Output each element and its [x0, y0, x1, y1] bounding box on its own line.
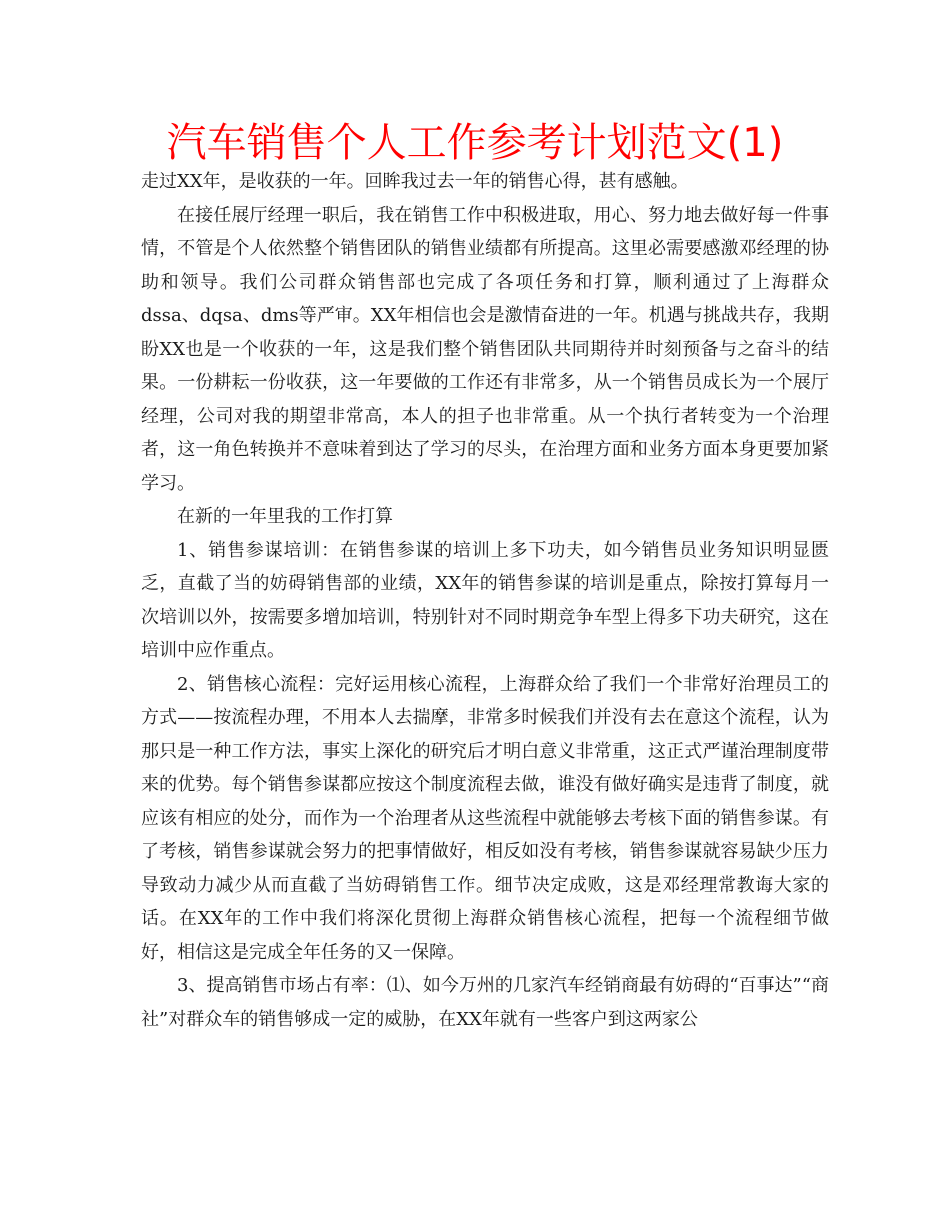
- paragraph-plan-heading: 在新的一年里我的工作打算: [177, 506, 393, 527]
- paragraph-item-training: 1、销售参谋培训：在销售参谋的培训上多下功夫，如今销售员业务知识明显匮乏，直截了当的妨碍销售部的业绩，XX年的销售参谋的培训是重点，除按打算每月一次培训以外，按需要多增加培训，特别针对不同时期竞争车型上得多下功夫研究，这在培训中应作重点。: [141, 539, 829, 661]
- paragraph-item-market-share: 3、提高销售市场占有率：⑴、如今万州的几家汽车经销商最有妨碍的“百事达”“商社”对群众车的销售够成一定的威胁，在XX年就有一些客户到这两家公: [141, 975, 829, 1030]
- paragraph-intro: 走过XX年，是收获的一年。回眸我过去一年的销售心得，甚有感触。: [141, 171, 689, 192]
- paragraph-item-process: 2、销售核心流程：完好运用核心流程，上海群众给了我们一个非常好治理员工的方式——按流程办理，不用本人去揣摩，非常多时候我们并没有去在意这个流程，认为那只是一种工作方法，事实上深化的研究后才明白意义非常重，这正式严谨治理制度带来的优势。每个销售参谋都应按这个制度流程去做，谁没有做好确实是违背了制度，就应该有相应的处分，而作为一个治理者从这些流程中就能够去考核下面的销售参谋。有了考核，销售参谋就会努力的把事情做好，相反如没有考核，销售参谋就容易缺少压力导致动力减少从而直截了当妨碍销售工作。细节决定成败，这是邓经理常教诲大家的话。在XX年的工作中我们将深化贯彻上海群众销售核心流程，把每一个流程细节做好，相信这是完成全年任务的又一保障。: [141, 673, 829, 963]
- document-title: 汽车销售个人工作参考计划范文(1): [166, 120, 784, 166]
- document-body: [141, 165, 829, 1036]
- paragraph-review: 在接任展厅经理一职后，我在销售工作中积极进取，用心、努力地去做好每一件事情，不管是个人依然整个销售团队的销售业绩都有所提高。这里必需要感激邓经理的协助和领导。我们公司群众销售部也完成了各项任务和打算，顺利通过了上海群众dssa、dqsa、dms等严审。XX年相信也会是激情奋进的一年。机遇与挑战共存，我期盼XX也是一个收获的一年，这是我们整个销售团队共同期待并时刻预备与之奋斗的结果。一份耕耘一份收获，这一年要做的工作还有非常多，从一个销售员成长为一个展厅经理，公司对我的期望非常高，本人的担子也非常重。从一个执行者转变为一个治理者，这一角色转换并不意味着到达了学习的尽头，在治理方面和业务方面本身更要加紧学习。: [141, 204, 829, 494]
